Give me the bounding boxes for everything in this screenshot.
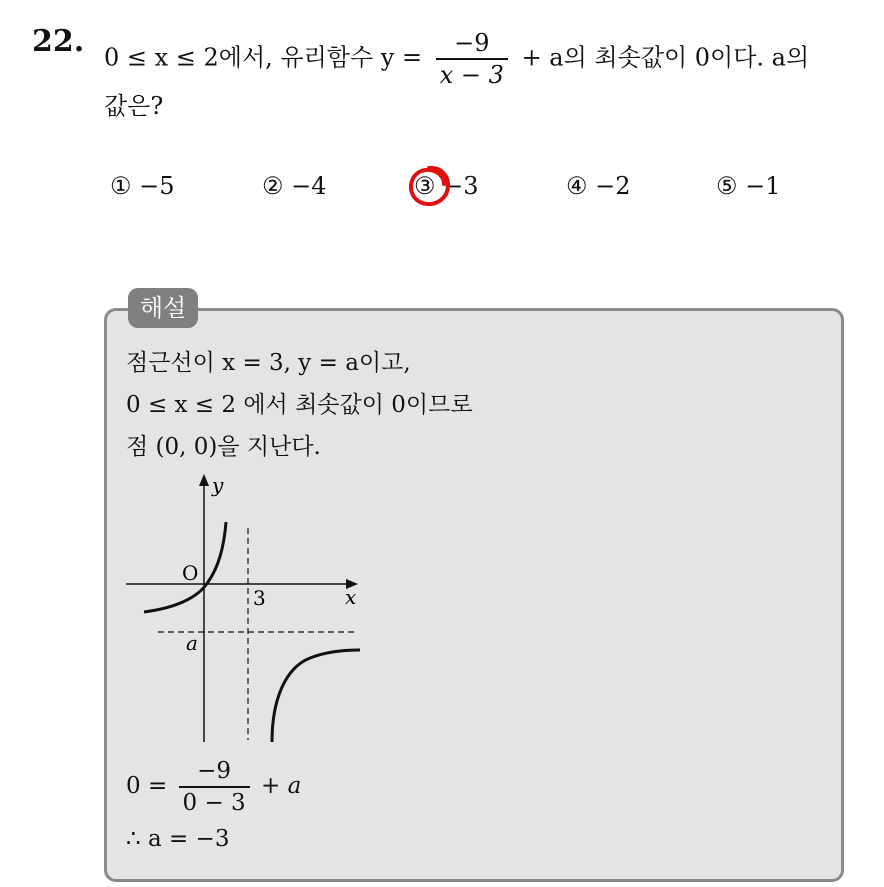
graph-label-y: y <box>212 473 224 497</box>
choice-1[interactable] <box>110 172 175 200</box>
choice-4-value: −2 <box>595 172 631 200</box>
choice-3-value: −3 <box>443 172 479 200</box>
y-axis-arrow-icon <box>199 474 209 486</box>
choice-5-mark: ⑤ <box>716 172 738 200</box>
equation-fraction <box>179 756 250 818</box>
solution-line2: 0 ≤ x ≤ 2 에서 최솟값이 0이므로 <box>126 392 473 418</box>
choice-3-mark-wrap <box>414 172 436 200</box>
choice-2-value: −4 <box>291 172 327 200</box>
choice-4[interactable] <box>566 172 631 200</box>
solution-line3: 점 (0, 0)을 지난다. <box>126 434 321 460</box>
choice-2-mark: ② <box>262 172 284 200</box>
equation-numerator: −9 <box>179 756 250 788</box>
graph-label-x: x <box>345 585 357 609</box>
choice-5[interactable] <box>716 172 781 200</box>
solution-equation <box>126 756 301 818</box>
graph-label-a: a <box>186 631 198 655</box>
question-text-line2: 값은? <box>104 92 164 120</box>
solution-line1: 점근선이 x = 3, y = a이고, <box>126 350 411 376</box>
solution-tag: 해설 <box>128 288 198 328</box>
fraction-numerator: −9 <box>436 28 508 60</box>
solution-answer: ∴ a = −3 <box>126 826 230 852</box>
fraction-denominator: x − 3 <box>439 61 504 89</box>
solution-graph <box>120 470 370 750</box>
equation-denominator: 0 − 3 <box>182 790 246 816</box>
equation-rhs: + a <box>261 773 302 799</box>
question-fraction <box>436 28 508 90</box>
choice-4-mark: ④ <box>566 172 588 200</box>
question-text-after: + a의 최솟값이 0이다. a의 <box>521 43 810 72</box>
graph-label-origin: O <box>182 561 199 585</box>
question-text <box>104 28 809 90</box>
choice-1-mark: ① <box>110 172 132 200</box>
question-number: 22. <box>32 24 85 59</box>
choice-1-value: −5 <box>139 172 175 200</box>
equation-lhs: 0 = <box>126 773 168 799</box>
choice-2[interactable] <box>262 172 327 200</box>
question-text-before: 0 ≤ x ≤ 2에서, 유리함수 y = <box>104 43 423 72</box>
graph-label-three: 3 <box>253 586 266 610</box>
curve-right-branch <box>272 650 360 742</box>
choice-3[interactable] <box>414 172 479 200</box>
choice-3-mark: ③ <box>414 172 436 200</box>
choice-5-value: −1 <box>745 172 781 200</box>
